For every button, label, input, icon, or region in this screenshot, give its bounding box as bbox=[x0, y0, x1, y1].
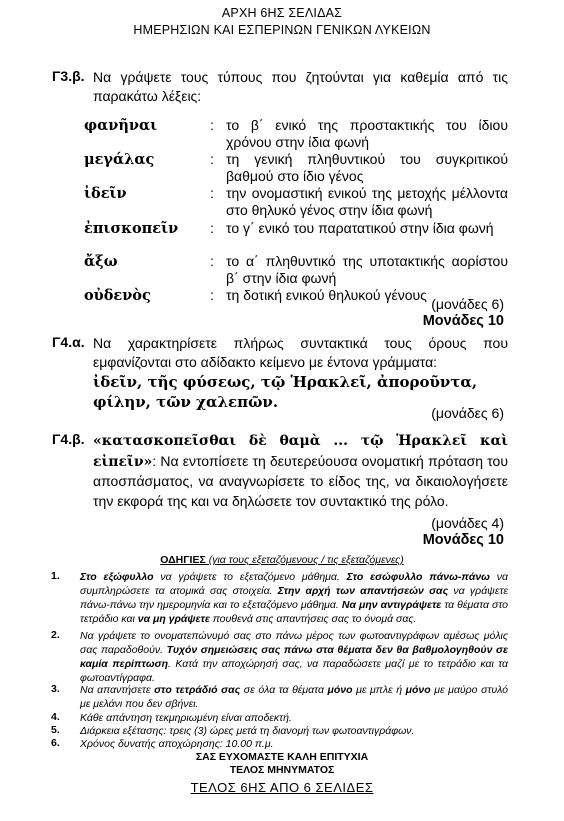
marks-total-g3: Μονάδες 10 bbox=[422, 313, 504, 329]
word-desc-5: το α΄ πληθυντικό της υποτακτικής αορίστου β΄ στην ίδια φωνή bbox=[226, 253, 508, 286]
closing-wish: ΣΑΣ ΕΥΧΟΜΑΣΤΕ ΚΑΛΗ ΕΠΙΤΥΧΙΑ bbox=[195, 751, 369, 763]
question-label-g4a: Γ4.α. bbox=[52, 334, 85, 350]
instruction-text-3: Να απαντήσετε στο τετράδιό σας σε όλα τα θέματα μόνο με μπλε ή μόνο με μαύρο στυλό με μελάνι που δεν σβήνει. bbox=[80, 684, 508, 710]
instruction-text-2: Να γράψετε το ονοματεπώνυμό σας στο πάνω μέρος των φωτοαντιγράφων αμέσως μόλις σας παραδοθούν. Τυχόν σημειώσεις σας πάνω στα θέματα δεν θα βαθμολογηθούν σε καμία περίπτωση. Κατά την αποχώρησή σας, να παραδώσετε μαζί με το τετράδιο και τα φωτοαντίγραφα. bbox=[80, 630, 508, 684]
page-footer: ΤΕΛΟΣ 6ΗΣ ΑΠΟ 6 ΣΕΛΙΔΕΣ bbox=[190, 780, 374, 795]
question-quote-g4b: «κατασκοπεῖσθαι δὲ θαμὰ ... τῷ Ἡρακλεῖ καὶ εἰπεῖν» bbox=[93, 433, 508, 470]
question-terms-g4a: ἰδεῖν, τῆς φύσεως, τῷ Ἡρακλεῖ, ἀποροῦντα, φίλην, τῶν χαλεπῶν. bbox=[93, 373, 478, 411]
marks-total-g4: Μονάδες 10 bbox=[422, 532, 504, 548]
instruction-text-6: Χρόνος δυνατής αποχώρησης: 10.00 π.μ. bbox=[80, 738, 274, 750]
colon: : bbox=[210, 253, 214, 269]
question-text-g4b: : Να εντοπίσετε τη δευτερεύουσα ονοματική πρόταση του αποσπάσματος, να αναγνωρίσετε το είδος της, να δικαιολογήσετε την εκφορά της και να δηλώσετε τον συντακτικό της ρόλο. bbox=[93, 452, 508, 509]
instruction-text-5: Διάρκεια εξέτασης: τρεις (3) ώρες μετά τη διανομή των φωτοαντιγράφων. bbox=[80, 725, 415, 737]
word-item-2: μεγάλας bbox=[84, 151, 155, 168]
word-desc-3: την ονομαστική ενικού της μετοχής μέλλοντα στο θηλυκό γένος στην ίδια φωνή bbox=[226, 185, 508, 218]
word-desc-4: το γ΄ ενικό του παρατατικού στην ίδια φωνή bbox=[226, 220, 494, 236]
instruction-number-3: 3. bbox=[51, 683, 60, 695]
question-text-g4a: Να χαρακτηρίσετε πλήρως συντακτικά τους όρους που εμφανίζονται στο αδίδακτο κείμενο με έντονα γράμματα: bbox=[93, 335, 508, 370]
question-body-g4b bbox=[93, 431, 508, 511]
page-header-line1: ΑΡΧΗ 6ΗΣ ΣΕΛΙΔΑΣ bbox=[221, 6, 343, 20]
instruction-number-2: 2. bbox=[51, 629, 60, 641]
word-item-4: ἐπισκοπεῖν bbox=[84, 220, 179, 237]
word-desc-2: τη γενική πληθυντικού του συγκριτικού βαθμού στο ίδιο γένος bbox=[226, 151, 508, 184]
colon: : bbox=[210, 287, 214, 303]
colon: : bbox=[210, 185, 214, 201]
colon: : bbox=[210, 220, 214, 236]
word-item-5: ἄξω bbox=[84, 253, 118, 270]
word-desc-1: το β΄ ενικό της προστακτικής του ίδιου χρόνου στην ίδια φωνή bbox=[226, 117, 508, 150]
question-label-g3b: Γ3.β. bbox=[52, 68, 85, 84]
instructions-title: ΟΔΗΓΙΕΣ (για τους εξεταζόμενους / τις εξεταζόμενες) bbox=[160, 554, 404, 566]
question-label-g4b: Γ4.β. bbox=[52, 431, 85, 447]
word-desc-6: τη δοτική ενικού θηλυκού γένους bbox=[226, 287, 427, 303]
marks-g4b: (μονάδες 4) bbox=[431, 515, 504, 531]
marks-g3b: (μονάδες 6) bbox=[431, 296, 504, 312]
instruction-text-1: Στο εξώφυλλο να γράψετε το εξεταζόμενο μάθημα. Στο εσώφυλλο πάνω-πάνω να συμπληρώσετε τα ατομικά σας στοιχεία. Στην αρχή των απαντήσεών σας να γράψετε πάνω-πάνω την ημερομηνία και το εξεταζόμενο μάθημα. Να μην αντιγράψετε τα θέματα στο τετράδιο και να μη γράψετε πουθενά στις απαντήσεις σας το όνομά σας. bbox=[80, 571, 509, 625]
word-item-6: οὐδενὸς bbox=[84, 287, 151, 304]
instruction-number-4: 4. bbox=[51, 711, 60, 723]
page-header-line2: ΗΜΕΡΗΣΙΩΝ ΚΑΙ ΕΣΠΕΡΙΝΩΝ ΓΕΝΙΚΩΝ ΛΥΚΕΙΩΝ bbox=[133, 23, 431, 37]
instruction-number-6: 6. bbox=[51, 737, 60, 749]
word-item-3: ἰδεῖν bbox=[84, 185, 127, 202]
word-item-1: φανῆναι bbox=[84, 117, 158, 134]
colon: : bbox=[210, 117, 214, 133]
colon: : bbox=[210, 151, 214, 167]
closing-end-message: ΤΕΛΟΣ ΜΗΝΥΜΑΤΟΣ bbox=[229, 764, 335, 776]
instruction-number-5: 5. bbox=[51, 724, 60, 736]
question-text-g3b: Να γράψετε τους τύπους που ζητούνται για καθεμία από τις παρακάτω λέξεις: bbox=[93, 69, 508, 104]
instruction-text-4: Κάθε απάντηση τεκμηριωμένη είναι αποδεκτή. bbox=[80, 712, 292, 724]
instruction-number-1: 1. bbox=[51, 570, 60, 582]
marks-g4a: (μονάδες 6) bbox=[431, 405, 504, 421]
